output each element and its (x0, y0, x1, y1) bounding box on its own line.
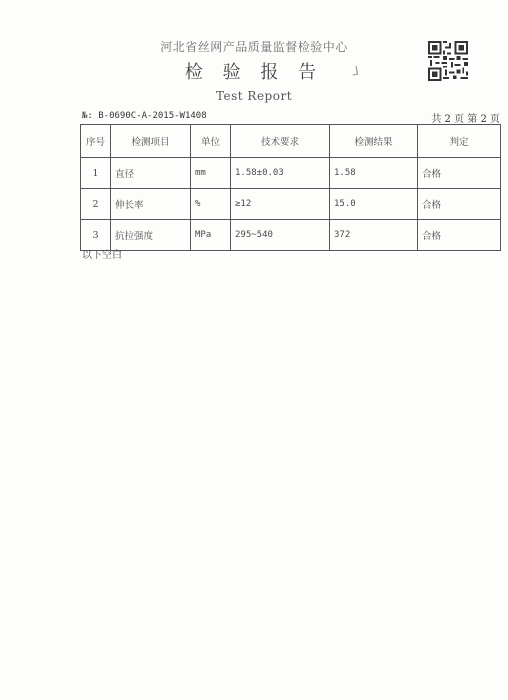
report-meta-row (82, 108, 500, 124)
table-row (81, 220, 501, 251)
qr-code-icon (428, 41, 468, 81)
header-seq: 序号 (81, 125, 111, 158)
cell-unit: mm (191, 158, 231, 189)
cell-result: 1.58 (330, 158, 418, 189)
cell-judgement: 合格 (418, 220, 501, 251)
report-title-en: Test Report (215, 89, 293, 103)
header-unit: 单位 (191, 125, 231, 158)
report-number: №: B-0690C-A-2015-W1408 (82, 111, 207, 121)
test-results-table (80, 124, 501, 251)
cell-requirement: 1.58±0.03 (231, 158, 330, 189)
page-info: 共 2 页 第 2 页 (431, 114, 500, 125)
table-row (81, 158, 501, 189)
header-judgement: 判定 (418, 125, 501, 158)
cell-requirement: 295~540 (231, 220, 330, 251)
cell-seq: 1 (81, 158, 111, 189)
cell-result: 15.0 (330, 189, 418, 220)
header-item: 检测项目 (111, 125, 191, 158)
header-result: 检测结果 (330, 125, 418, 158)
table-header-row (81, 125, 501, 158)
cell-unit: % (191, 189, 231, 220)
cell-result: 372 (330, 220, 418, 251)
cell-judgement: 合格 (418, 158, 501, 189)
organization-name: 河北省丝网产品质量监督检验中心 (160, 40, 348, 54)
cell-seq: 3 (81, 220, 111, 251)
cell-item: 直径 (111, 158, 191, 189)
header-requirement: 技术要求 (231, 125, 330, 158)
cell-item: 伸长率 (111, 189, 191, 220)
cell-judgement: 合格 (418, 189, 501, 220)
cell-item: 抗拉强度 (111, 220, 191, 251)
cell-requirement: ≥12 (231, 189, 330, 220)
pen-mark: ⅃ (350, 63, 360, 79)
report-title-cn: 检 验 报 告 (184, 62, 324, 83)
table-row (81, 189, 501, 220)
cell-unit: MPa (191, 220, 231, 251)
cell-seq: 2 (81, 189, 111, 220)
blank-below-note: 以下空白 (82, 250, 122, 261)
